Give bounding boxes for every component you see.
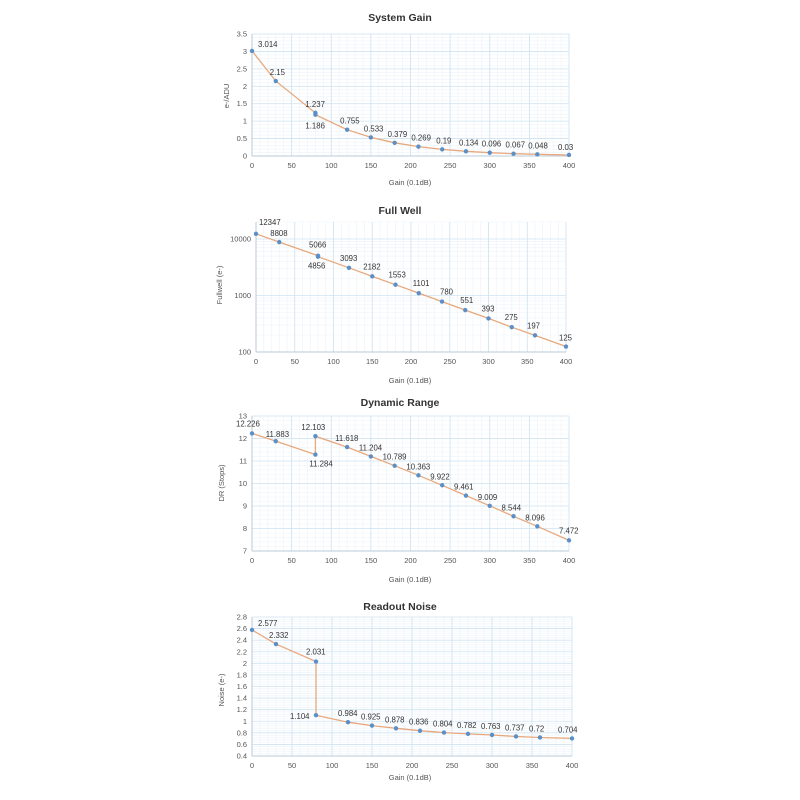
x-tick-label: 300 [483,161,497,170]
data-label: 2.031 [306,647,326,657]
data-point [314,659,318,663]
x-tick-label: 50 [287,556,296,565]
data-point [314,713,318,717]
y-tick-label: 3 [242,46,247,56]
data-point [369,135,373,139]
data-label: 8808 [270,229,288,239]
chart-full-well [215,205,573,385]
data-point [254,232,258,236]
x-tick-label: 100 [327,357,340,366]
data-label: 11.204 [358,443,383,453]
x-tick-label: 100 [325,761,339,770]
plot-grid [256,222,566,352]
data-label: 1.237 [305,99,325,109]
x-tick-label: 150 [364,161,378,170]
data-point [416,144,420,148]
x-tick-label: 300 [482,357,495,366]
x-tick-label: 300 [483,556,497,565]
data-label: 0.763 [481,721,501,731]
data-point [345,445,349,449]
x-tick-label: 150 [364,556,378,565]
data-label: 0.048 [528,141,548,151]
y-tick-label: 1 [242,116,247,126]
data-label: 1.186 [305,121,325,131]
x-tick-label: 400 [565,761,579,770]
data-label: 0.067 [505,140,526,150]
data-point [250,431,254,435]
y-axis-label: DR (Stops) [217,464,226,502]
data-label: 2.577 [258,618,278,628]
data-point [514,734,518,738]
data-point [274,79,278,83]
x-tick-label: 350 [525,761,539,770]
data-point [538,735,542,739]
data-point [511,514,515,518]
data-point [313,434,317,438]
y-axis-label: Noise (e-) [217,673,226,707]
data-point [488,504,492,508]
data-point [416,473,420,477]
data-label: 0.878 [385,715,405,725]
y-tick-label: 3.5 [236,29,247,39]
x-tick-label: 200 [404,556,417,565]
y-axis-label: Fullwell (e-) [215,265,224,305]
data-label: 0.704 [558,725,578,735]
data-label: 8.096 [525,513,545,523]
data-point [393,283,397,287]
y-tick-label: 1.2 [236,705,247,715]
data-point [250,628,254,632]
data-point [418,729,422,733]
chart-title: Readout Noise [363,601,437,613]
data-label: 9.009 [477,492,498,502]
x-tick-label: 400 [559,357,573,366]
data-point [533,333,537,337]
data-point [490,733,494,737]
data-label: 7.472 [559,526,579,536]
data-label: 1553 [388,270,406,280]
data-label: 0.755 [340,116,360,126]
data-label: 1101 [412,279,430,289]
data-point [313,112,317,116]
data-label: 0.72 [529,724,545,734]
data-label: 12.226 [236,419,260,429]
y-tick-label: 1000 [234,291,251,301]
data-point [464,493,468,497]
y-tick-label: 10000 [230,234,251,244]
y-tick-label: 1 [242,716,247,726]
y-tick-label: 2.8 [236,612,247,622]
data-label: 11.883 [265,430,290,440]
data-point [535,524,539,528]
data-label: 551 [460,296,474,306]
y-tick-label: 1.8 [236,670,247,680]
data-label: 10.363 [406,462,431,472]
data-point [392,141,396,145]
data-point [440,147,444,151]
data-point [488,150,492,154]
data-label: 12.103 [301,423,326,433]
data-point [417,291,421,295]
y-tick-label: 0 [242,151,247,161]
data-label: 3093 [340,253,358,263]
x-tick-label: 350 [523,556,536,565]
x-tick-label: 400 [562,161,576,170]
x-tick-label: 0 [253,357,259,366]
data-point [511,151,515,155]
data-label: 9.461 [453,482,474,492]
y-tick-label: 9 [242,501,247,511]
data-label: 12347 [259,217,281,227]
data-label: 4856 [308,261,326,271]
x-tick-label: 250 [443,357,457,366]
data-point [346,720,350,724]
x-tick-label: 100 [324,556,338,565]
y-tick-label: 8 [242,524,247,533]
x-tick-label: 250 [445,761,459,770]
x-tick-label: 100 [324,161,338,170]
plot-grid [252,416,569,551]
data-point [370,723,374,727]
y-tick-label: 0.5 [236,134,247,144]
data-label: 3.014 [258,39,278,49]
x-tick-label: 250 [443,161,457,170]
y-tick-label: 1.5 [236,99,247,109]
x-tick-label: 0 [249,761,255,770]
x-tick-label: 350 [523,161,536,170]
data-point [466,732,470,736]
x-tick-label: 50 [287,761,297,770]
data-label: 5066 [309,240,327,250]
data-label: 11.284 [309,459,333,469]
data-point [313,452,317,456]
data-point [570,736,574,740]
x-tick-label: 150 [365,357,379,366]
x-tick-label: 50 [287,161,296,170]
data-label: 0.03 [558,142,574,152]
data-label: 0.269 [411,133,431,143]
y-tick-label: 7 [242,546,247,556]
data-label: 0.925 [361,712,381,722]
y-tick-label: 2.4 [236,635,247,645]
y-axis-label: e-/ADU [222,83,231,109]
y-tick-label: 2 [242,658,247,668]
y-tick-label: 1.4 [236,693,247,703]
x-tick-label: 250 [443,556,457,565]
data-point [564,344,568,348]
x-axis-label: Gain (0.1dB) [388,178,432,187]
data-point [370,274,374,278]
y-tick-label: 2.2 [236,647,247,657]
y-tick-label: 1.6 [236,682,247,691]
y-tick-label: 12 [238,434,247,443]
data-label: 0.737 [505,723,525,733]
chart-system-gain [222,12,575,187]
x-axis-label: Gain (0.1dB) [388,575,432,584]
y-tick-label: 2 [242,81,247,91]
x-tick-label: 350 [520,357,534,366]
data-label: 197 [527,321,541,331]
data-label: 2.15 [269,68,285,78]
data-label: 11.618 [335,434,359,444]
data-label: 780 [440,287,454,297]
data-label: 0.836 [409,717,429,727]
data-label: 0.096 [481,139,502,149]
data-point [394,726,398,730]
data-label: 125 [559,333,573,343]
x-tick-label: 50 [290,357,299,366]
x-tick-label: 200 [404,357,418,366]
y-tick-label: 0.6 [236,739,247,749]
data-point [392,464,396,468]
data-point [463,308,467,312]
plot-grid [252,617,572,756]
data-point [369,454,373,458]
x-tick-label: 150 [365,761,379,770]
x-axis-label: Gain (0.1dB) [388,773,432,782]
data-point [486,316,490,320]
chart-title: Full Well [378,205,422,217]
data-label: 0.984 [338,709,358,719]
data-label: 275 [504,313,518,323]
data-point [440,483,444,487]
data-point [316,255,320,259]
data-label: 1.104 [290,712,310,722]
data-label: 2182 [363,262,381,272]
data-label: 9.922 [430,472,450,482]
y-tick-label: 100 [238,347,251,357]
y-tick-label: 2.6 [236,624,247,634]
data-label: 0.533 [363,124,384,134]
x-tick-label: 0 [249,556,255,565]
data-point [440,299,444,303]
data-label: 0.134 [458,138,479,148]
data-label: 0.19 [436,136,452,146]
chart-title: System Gain [368,12,432,24]
data-point [347,266,351,270]
y-tick-label: 13 [238,411,247,421]
data-label: 8.544 [501,503,522,513]
x-tick-label: 300 [485,761,499,770]
data-point [345,127,349,131]
data-point [277,240,281,244]
y-tick-label: 11 [239,456,247,466]
x-tick-label: 200 [405,761,419,770]
data-label: 393 [481,304,495,314]
chart-title: Dynamic Range [360,397,440,409]
data-point [567,538,571,542]
data-point [464,149,468,153]
y-tick-label: 10 [238,479,247,488]
data-label: 2.332 [269,631,289,641]
data-point [442,730,446,734]
y-tick-label: 0.8 [236,728,247,738]
data-point [567,153,571,157]
y-tick-label: 0.4 [236,751,247,761]
x-tick-label: 0 [249,161,255,170]
y-tick-label: 2.5 [236,64,247,74]
data-label: 0.782 [457,720,477,730]
data-label: 0.804 [433,719,453,729]
x-axis-label: Gain (0.1dB) [388,376,432,385]
data-point [274,642,278,646]
data-point [510,325,514,329]
data-point [274,439,278,443]
x-tick-label: 400 [562,556,576,565]
x-tick-label: 200 [404,161,417,170]
data-point [535,152,539,156]
data-point [250,49,254,53]
data-label: 0.379 [387,129,408,139]
data-label: 10.789 [382,452,407,462]
